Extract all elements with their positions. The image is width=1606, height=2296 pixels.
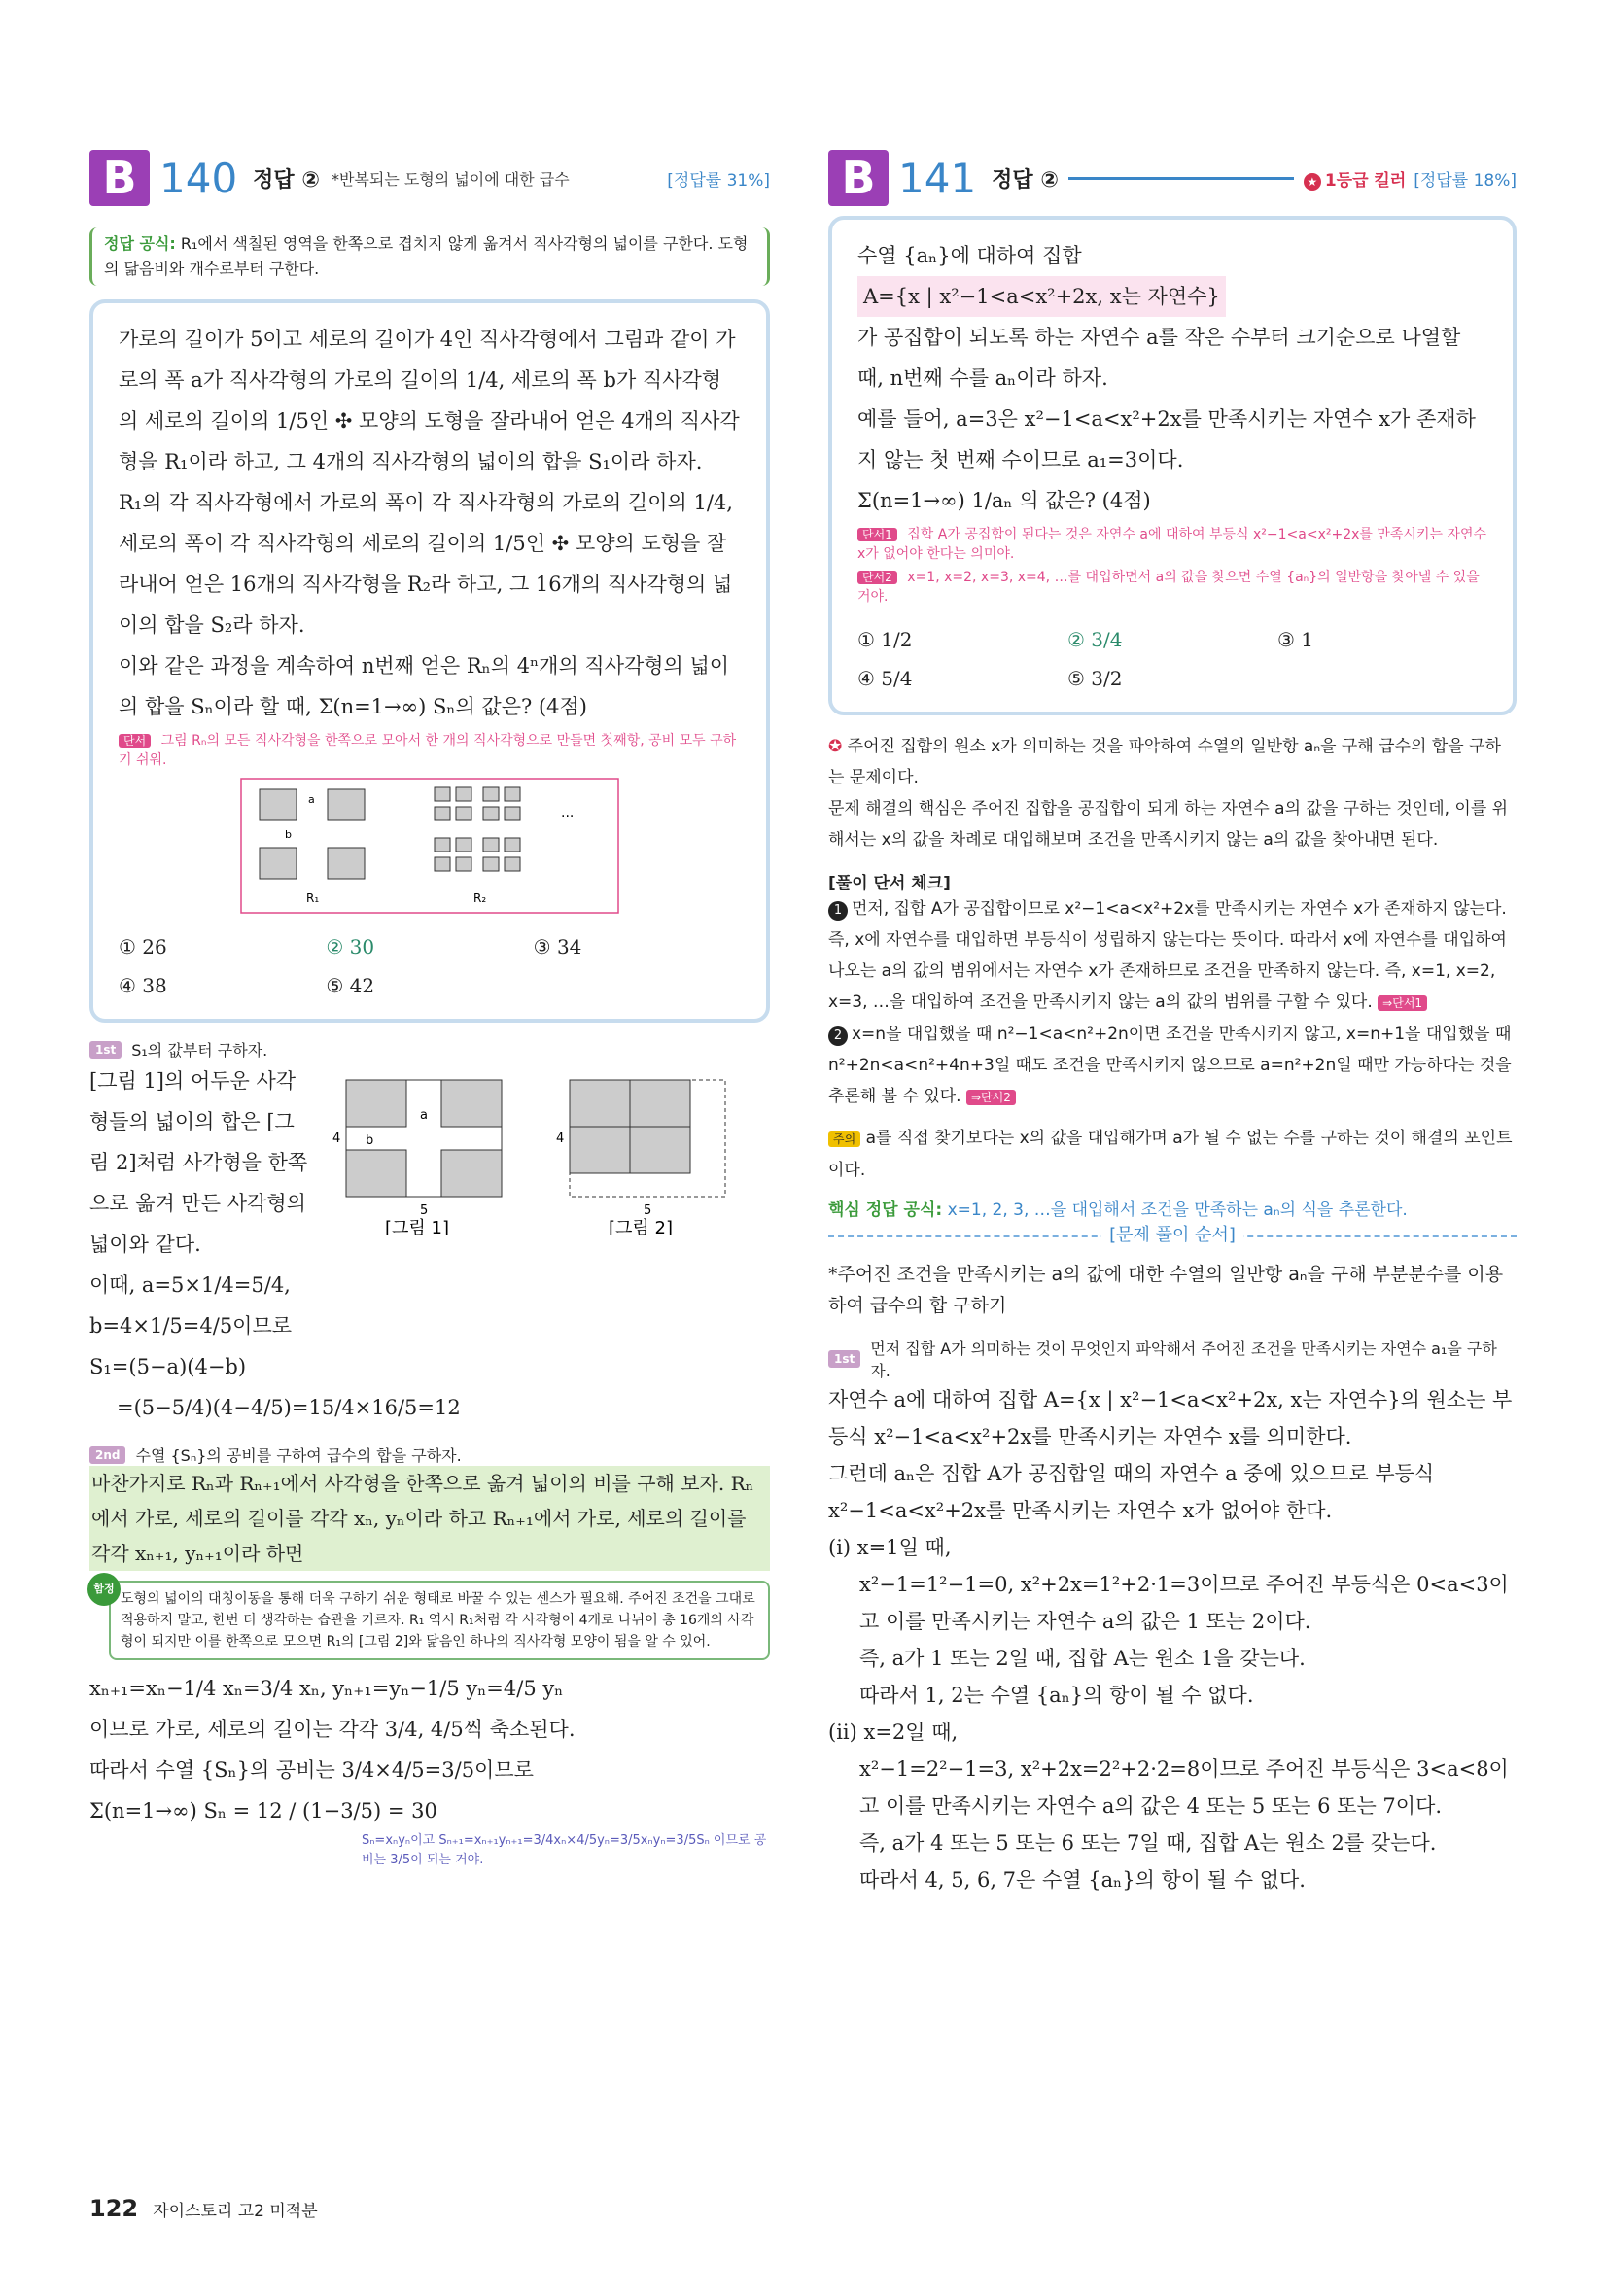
number-2-icon: 2 bbox=[828, 1026, 848, 1046]
caution-label: 주의 bbox=[828, 1131, 860, 1147]
problem-box bbox=[828, 216, 1517, 715]
clue-tag: ⇒단서2 bbox=[966, 1090, 1016, 1105]
formula-text: R₁에서 색칠된 영역을 한쪽으로 겹치지 않게 옮겨서 직사각형의 넓이를 구한다. 도형의 닮음비와 개수로부터 구한다. bbox=[104, 234, 749, 278]
star-icon: ★ bbox=[1304, 173, 1321, 191]
explanation-2: 문제 해결의 핵심은 주어진 집합을 공집합이 되게 하는 자연수 a의 값을 구하는 것인데, 이를 위해서는 x의 값을 차례로 대입해보며 조건을 만족시키지 않는 a의 값을 찾아내면 된다. bbox=[828, 799, 1509, 850]
fig2-caption: [그림 2] bbox=[609, 1218, 673, 1235]
book-title: 자이스토리 고2 미적분 bbox=[153, 2202, 318, 2221]
hint-label: 단서1 bbox=[857, 528, 897, 541]
right-column bbox=[828, 146, 1517, 1898]
fig-r1-label: R₁ bbox=[306, 891, 320, 905]
choice-4[interactable]: ④ 5/4 bbox=[857, 667, 913, 690]
check-text: 먼저, 집합 A가 공집합이므로 x²−1<a<x²+2x를 만족시키는 자연수 x가 존재하지 않는다. 즉, x에 자연수를 대입하면 부등식이 성립하지 않는다는 뜻이다. 따라서 x에 자연수를 대입하여 나오는 a의 값의 범위에서는 자연수 x가 존재하므로 조건을 만족하지 않는다. 즉, x=1, x=2, x=3, …을 대입하여 조건을 만족시키지 않는 a의 값의 범위를 구할 수 있다. bbox=[828, 899, 1507, 1012]
step-title: S₁의 값부터 구하자. bbox=[131, 1041, 268, 1060]
solution-line: x²−1=2²−1=3, x²+2x=2²+2·2=8이므로 주어진 부등식은 3<a<8이고 이를 만족시키는 자연수 a의 값은 4 또는 5 또는 6 또는 7이다. bbox=[859, 1757, 1509, 1818]
caution bbox=[828, 1123, 1517, 1186]
order-title: [문제 풀이 순서] bbox=[1101, 1225, 1243, 1245]
core-formula bbox=[828, 1196, 1517, 1220]
choice-3[interactable]: ③ 34 bbox=[533, 935, 582, 958]
caution-text: a를 직접 찾기보다는 x의 값을 대입해가며 a가 될 수 없는 수를 구하는 것이 해결의 포인트이다. bbox=[828, 1129, 1513, 1180]
fig2-height: 4 bbox=[556, 1131, 565, 1146]
tip-text: 도형의 넓이의 대칭이동을 통해 더욱 구하기 쉬운 형태로 바꿀 수 있는 센스가 필요해. 주어진 조건을 그대로 적용하지 말고, 한번 더 생각하는 습관을 기르자. R₁ 역시 R₁처럼 각 사각형이 4개로 나뉘어 총 16개의 사각형이 되지만 이를 한쪽으로 모으면 R₁의 [그림 2]와 닮음인 하나의 직사각형 모양이 됨을 알 수 있어. bbox=[121, 1591, 755, 1650]
killer-label: 1등급 킬러 bbox=[1324, 170, 1407, 191]
solution bbox=[828, 1381, 1517, 1898]
check-2 bbox=[828, 1019, 1517, 1113]
case-1: (i) x=1일 때, bbox=[828, 1536, 952, 1559]
fig1-height: 4 bbox=[332, 1131, 341, 1146]
fig-ellipsis: ... bbox=[561, 805, 575, 820]
solution-line: 자연수 a에 대하여 집합 A={x | x²−1<a<x²+2x, x는 자연수}의 원소는 부등식 x²−1<a<x²+2x를 만족시키는 자연수 x를 의미한다. bbox=[828, 1388, 1513, 1448]
eq-a: 이때, a=5×1/4=5/4, bbox=[89, 1273, 291, 1297]
left-column bbox=[89, 146, 770, 1870]
hint-text: 그림 Rₙ의 모든 직사각형을 한쪽으로 모아서 한 개의 직사각형으로 만들면 첫째항, 공비 모두 구하기 쉬워. bbox=[119, 733, 737, 768]
choice-5[interactable]: ⑤ 42 bbox=[326, 974, 375, 997]
explanation-1 bbox=[828, 731, 1517, 793]
answer-label: 정답 ② bbox=[992, 167, 1059, 192]
star-icon: ✪ bbox=[828, 737, 848, 756]
problem-paragraph: 가로의 길이가 5이고 세로의 길이가 4인 직사각형에서 그림과 같이 가로의 폭 a가 직사각형의 가로의 길이의 1/4, 세로의 폭 b가 직사각형의 세로의 길이의 1/5인 ✣ 모양의 도형을 잘라내어 얻은 4개의 직사각형을 R₁이라 하고, 그 4개의 직사각형의 넓이의 합을 S₁이라 하자. bbox=[119, 328, 740, 473]
answer-choices bbox=[119, 927, 741, 1005]
formula-label: 정답 공식: bbox=[104, 234, 176, 253]
core-label: 핵심 정답 공식: bbox=[828, 1200, 943, 1220]
problem-paragraph: R₁의 각 직사각형에서 가로의 폭이 각 직사각형의 가로의 길이의 1/4, 세로의 폭이 각 직사각형의 세로의 길이의 1/5인 ✣ 모양의 도형을 잘라내어 얻은 16개의 직사각형을 R₂라 하고, 그 16개의 직사각형의 넓이의 합을 S₂라 하자. bbox=[119, 491, 733, 637]
problem-140-header bbox=[89, 146, 770, 210]
eq-recurrence: xₙ₊₁=xₙ−1/4 xₙ=3/4 xₙ, yₙ₊₁=yₙ−1/5 yₙ=4/5 yₙ bbox=[89, 1677, 564, 1700]
fig1-caption: [그림 1] bbox=[385, 1218, 449, 1235]
solution-figures bbox=[327, 1061, 754, 1235]
formula-note bbox=[89, 227, 770, 286]
choice-4[interactable]: ④ 38 bbox=[119, 974, 167, 997]
step-badge: 2nd bbox=[89, 1446, 125, 1464]
fig1-a: a bbox=[420, 1108, 428, 1123]
choice-2[interactable]: ② 3/4 bbox=[1067, 628, 1123, 651]
page-footer bbox=[89, 2195, 318, 2222]
solution-line: 그런데 aₙ은 집합 A가 공집합일 때의 자연수 a 중에 있으므로 부등식 x²−1<a<x²+2x를 만족시키는 자연수 x가 없어야 한다. bbox=[828, 1462, 1435, 1522]
hint-2 bbox=[857, 568, 1487, 607]
check-title: [풀이 단서 체크] bbox=[828, 874, 951, 893]
step-1 bbox=[89, 1038, 770, 1061]
problem-line: 예를 들어, a=3은 x²−1<a<x²+2x를 만족시키는 자연수 x가 존재하지 않는 첫 번째 수이므로 a₁=3이다. bbox=[857, 407, 1476, 471]
problem-number: 141 bbox=[898, 154, 977, 202]
problem-topic: *반복되는 도형의 넓이에 대한 급수 bbox=[331, 169, 570, 189]
fig1-b: b bbox=[366, 1133, 374, 1148]
fig2-width: 5 bbox=[644, 1203, 652, 1218]
correct-rate: [정답률 18%] bbox=[1414, 170, 1517, 191]
hint-label: 단서2 bbox=[857, 571, 897, 584]
answer-choices bbox=[857, 620, 1487, 698]
set-definition: A={x | x²−1<a<x²+2x, x는 자연수} bbox=[857, 276, 1226, 317]
number-1-icon: 1 bbox=[828, 901, 848, 921]
choice-5[interactable]: ⑤ 3/2 bbox=[1067, 667, 1123, 690]
solution-line: 따라서 1, 2는 수열 {aₙ}의 항이 될 수 없다. bbox=[859, 1684, 1254, 1707]
level-badge: B bbox=[89, 150, 150, 206]
fig1-width: 5 bbox=[420, 1203, 429, 1218]
eq-s1-value: =(5−5/4)(4−4/5)=15/4×16/5=12 bbox=[117, 1396, 461, 1419]
step-badge: 1st bbox=[828, 1350, 860, 1368]
order-header bbox=[828, 1225, 1517, 1245]
killer-badge bbox=[1304, 166, 1406, 191]
step-title: 먼저 집합 A가 의미하는 것이 무엇인지 파악해서 주어진 조건을 만족시키는 자연수 a₁을 구하자. bbox=[870, 1339, 1497, 1380]
hint-1 bbox=[857, 525, 1487, 564]
eq-series-sum: Σ(n=1→∞) Sₙ = 12 / (1−3/5) = 30 bbox=[89, 1799, 437, 1823]
problem-number: 140 bbox=[159, 154, 238, 202]
tip-box bbox=[93, 1581, 770, 1660]
solution-line: x²−1=1²−1=0, x²+2x=1²+2·1=3이므로 주어진 부등식은 0<a<3이고 이를 만족시키는 자연수 a의 값은 1 또는 2이다. bbox=[859, 1573, 1509, 1633]
problem-line: 가 공집합이 되도록 하는 자연수 a를 작은 수부터 크기순으로 나열할 때, n번째 수를 aₙ이라 하자. bbox=[857, 326, 1461, 390]
step-2 bbox=[89, 1444, 770, 1466]
problem-box bbox=[89, 299, 770, 1023]
solution-line: 즉, a가 1 또는 2일 때, 집합 A는 원소 1을 갖는다. bbox=[859, 1647, 1306, 1670]
step-1 bbox=[828, 1337, 1517, 1381]
highlighted-text: 마찬가지로 Rₙ과 Rₙ₊₁에서 사각형을 한쪽으로 옮겨 넓이의 비를 구해 보자. Rₙ에서 가로, 세로의 길이를 각각 xₙ, yₙ이라 하고 Rₙ₊₁에서 가로, 세로의 길이를 각각 xₙ₊₁, yₙ₊₁이라 하면 bbox=[89, 1466, 770, 1571]
fig-b-label: b bbox=[285, 828, 292, 841]
choice-1[interactable]: ① 1/2 bbox=[857, 628, 913, 651]
check-text: x=n을 대입했을 때 n²−1<a<n²+2n이면 조건을 만족시키지 않고, x=n+1을 대입했을 때 n²+2n<a<n²+4n+3일 때도 조건을 만족시키지 않으므로 a=n²+2n일 때만 가능하다는 것을 추론해 볼 수 있다. bbox=[828, 1025, 1512, 1106]
core-text: x=1, 2, 3, …을 대입해서 조건을 만족하는 aₙ의 식을 추론한다. bbox=[947, 1200, 1408, 1220]
blue-note: Sₙ=xₙyₙ이고 Sₙ₊₁=xₙ₊₁yₙ₊₁=3/4xₙ×4/5yₙ=3/5xₙyₙ=3/5Sₙ 이므로 공비는 3/5이 되는 거야. bbox=[362, 1833, 767, 1867]
explanation-text: 주어진 집합의 원소 x가 의미하는 것을 파악하여 수열의 일반항 aₙ을 구해 급수의 합을 구하는 문제이다. bbox=[828, 737, 1501, 787]
choice-3[interactable]: ③ 1 bbox=[1277, 628, 1314, 651]
hint-text: x=1, x=2, x=3, x=4, …를 대입하면서 a의 값을 찾으면 수열 {aₙ}의 일반항을 찾아낼 수 있을 거야. bbox=[857, 570, 1480, 605]
eq-common-ratio: 따라서 수열 {Sₙ}의 공비는 3/4×4/5=3/5이므로 bbox=[89, 1758, 534, 1782]
step-badge: 1st bbox=[89, 1041, 122, 1059]
eq-b: b=4×1/5=4/5이므로 bbox=[89, 1314, 293, 1338]
order-text: *주어진 조건을 만족시키는 a의 값에 대한 수열의 일반항 aₙ을 구해 부분분수를 이용하여 급수의 합 구하기 bbox=[828, 1264, 1504, 1316]
problem-141-header bbox=[828, 146, 1517, 210]
level-badge: B bbox=[828, 150, 889, 206]
explanation bbox=[828, 731, 1517, 855]
fig-a-label: a bbox=[308, 793, 315, 806]
fig-r2-label: R₂ bbox=[473, 891, 487, 905]
clue-tag: ⇒단서1 bbox=[1378, 995, 1427, 1011]
problem-figure bbox=[240, 778, 619, 914]
eq-ratio-text: 이므로 가로, 세로의 길이는 각각 3/4, 4/5씩 축소된다. bbox=[89, 1718, 576, 1741]
problem-line: 수열 {aₙ}에 대하여 집합 bbox=[857, 244, 1082, 267]
solution-line: 즉, a가 4 또는 5 또는 6 또는 7일 때, 집합 A는 원소 2를 갖는다. bbox=[859, 1831, 1437, 1855]
header-rule bbox=[1068, 177, 1294, 180]
step1-body bbox=[89, 1061, 770, 1265]
choice-1[interactable]: ① 26 bbox=[119, 935, 167, 958]
choice-2[interactable]: ② 30 bbox=[326, 935, 375, 958]
hint-label: 단서 bbox=[119, 734, 151, 748]
solution-line: 따라서 4, 5, 6, 7은 수열 {aₙ}의 항이 될 수 없다. bbox=[859, 1868, 1306, 1892]
correct-rate: [정답률 31%] bbox=[667, 170, 770, 191]
tip-badge: 함정 bbox=[87, 1573, 121, 1606]
hint-text: 집합 A가 공집합이 된다는 것은 자연수 a에 대하여 부등식 x²−1<a<x²+2x를 만족시키는 자연수 x가 없어야 한다는 의미야. bbox=[857, 527, 1487, 562]
problem-question: Σ(n=1→∞) 1/aₙ 의 값은? (4점) bbox=[857, 489, 1151, 512]
step-title: 수열 {Sₙ}의 공비를 구하여 급수의 합을 구하자. bbox=[135, 1446, 462, 1465]
eq-s1: S₁=(5−a)(4−b) bbox=[89, 1355, 247, 1378]
problem-paragraph: 이와 같은 과정을 계속하여 n번째 얻은 Rₙ의 4ⁿ개의 직사각형의 넓이의 합을 Sₙ이라 할 때, Σ(n=1→∞) Sₙ의 값은? (4점) bbox=[119, 654, 730, 718]
answer-label: 정답 ② bbox=[253, 167, 320, 192]
step1-text: [그림 1]의 어두운 사각형들의 넓이의 합은 [그림 2]처럼 사각형을 한쪽으로 옮겨 만든 사각형의 넓이와 같다. bbox=[89, 1069, 308, 1256]
page-number: 122 bbox=[89, 2195, 139, 2222]
case-2: (ii) x=2일 때, bbox=[828, 1721, 959, 1744]
check-1 bbox=[828, 893, 1517, 1019]
hint bbox=[119, 731, 741, 770]
